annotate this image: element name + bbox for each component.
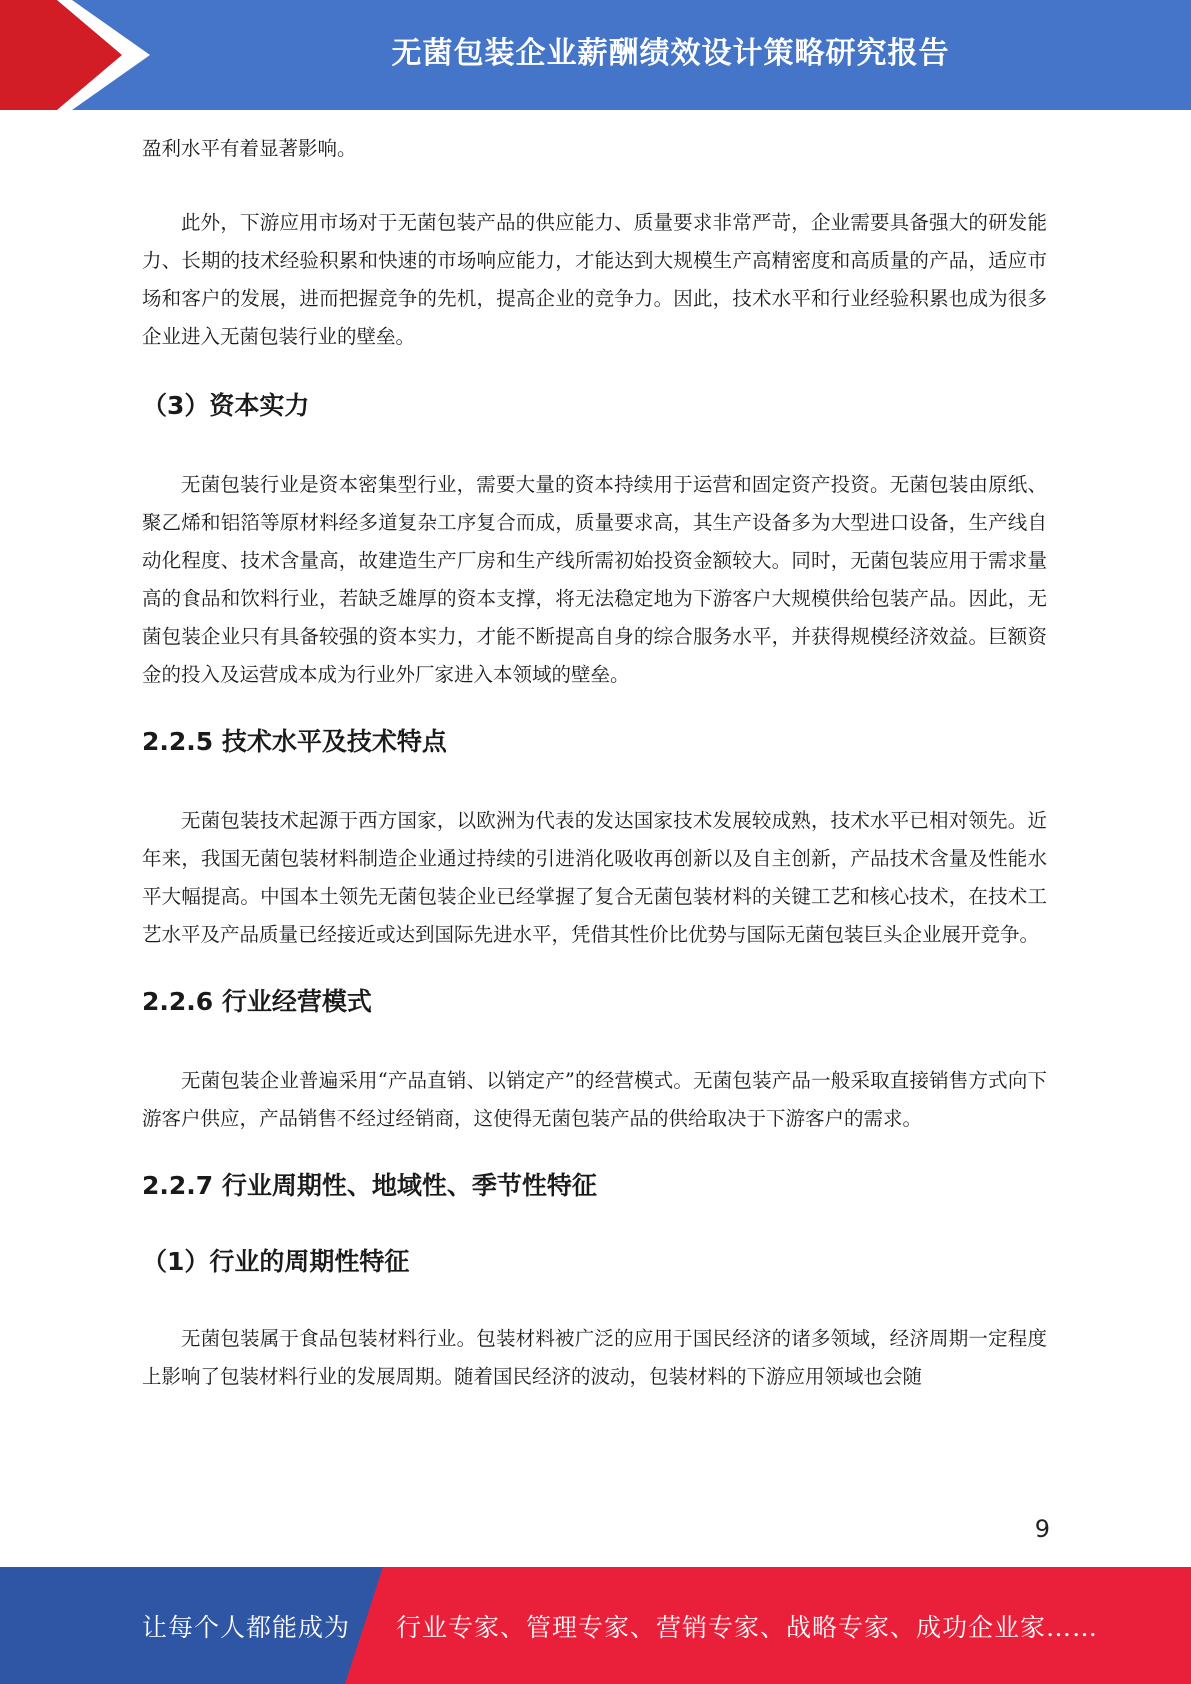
footer-slogan-left: 让每个人都能成为: [142, 1612, 351, 1642]
header-arrow-decoration: [0, 0, 160, 110]
page-content: [142, 130, 1047, 1396]
heading-2-2-6: 2.2.6 行业经营模式: [142, 987, 372, 1016]
report-title: 无菌包装企业薪酬绩效设计策略研究报告: [391, 36, 950, 71]
paragraph-tech-requirements: 此外，下游应用市场对于无菌包装产品的供应能力、质量要求非常严苛，企业需要具备强大的研发能力、长期的技术经验积累和快速的市场响应能力，才能达到大规模生产高精密度和高质量的产品，适应市场和客户的发展，进而把握竞争的先机，提高企业的竞争力。因此，技术水平和行业经验积累也成为很多企业进入无菌包装行业的壁垒。: [142, 211, 1047, 348]
paragraph-continued: 盈利水平有着显著影响。: [142, 137, 357, 160]
footer-slogan-right: 行业专家、管理专家、营销专家、战略专家、成功企业家……: [396, 1612, 1099, 1642]
heading-2-2-5: 2.2.5 技术水平及技术特点: [142, 727, 447, 756]
page-header: [0, 0, 1191, 110]
paragraph-business-model: 无菌包装企业普遍采用“产品直销、以销定产”的经营模式。无菌包装产品一般采取直接销售方式向下游客户供应，产品销售不经过经销商，这使得无菌包装产品的供给取决于下游客户的需求。: [142, 1069, 1047, 1130]
page-number: 9: [1034, 1515, 1050, 1543]
heading-capital-strength: （3）资本实力: [142, 391, 310, 420]
paragraph-cyclical-features: 无菌包装属于食品包装材料行业。包装材料被广泛的应用于国民经济的诸多领域，经济周期一定程度上影响了包装材料行业的发展周期。随着国民经济的波动，包装材料的下游应用领域也会随: [142, 1327, 1047, 1388]
paragraph-tech-level: 无菌包装技术起源于西方国家，以欧洲为代表的发达国家技术发展较成熟，技术水平已相对领先。近年来，我国无菌包装材料制造企业通过持续的引进消化吸收再创新以及自主创新，产品技术含量及性能水平大幅提高。中国本土领先无菌包装企业已经掌握了复合无菌包装材料的关键工艺和核心技术，在技术工艺水平及产品质量已经接近或达到国际先进水平，凭借其性价比优势与国际无菌包装巨头企业展开竞争。: [142, 809, 1047, 946]
heading-cyclical-features: （1）行业的周期性特征: [142, 1247, 410, 1276]
page-footer: [0, 1567, 1191, 1684]
paragraph-capital-strength: 无菌包装行业是资本密集型行业，需要大量的资本持续用于运营和固定资产投资。无菌包装由原纸、聚乙烯和铝箔等原材料经多道复杂工序复合而成，质量要求高，其生产设备多为大型进口设备，生产线自动化程度、技术含量高，故建造生产厂房和生产线所需初始投资金额较大。同时，无菌包装应用于需求量高的食品和饮料行业，若缺乏雄厚的资本支撑，将无法稳定地为下游客户大规模供给包装产品。因此，无菌包装企业只有具备较强的资本实力，才能不断提高自身的综合服务水平，并获得规模经济效益。巨额资金的投入及运营成本成为行业外厂家进入本领域的壁垒。: [142, 473, 1047, 686]
heading-2-2-7: 2.2.7 行业周期性、地域性、季节性特征: [142, 1171, 597, 1200]
